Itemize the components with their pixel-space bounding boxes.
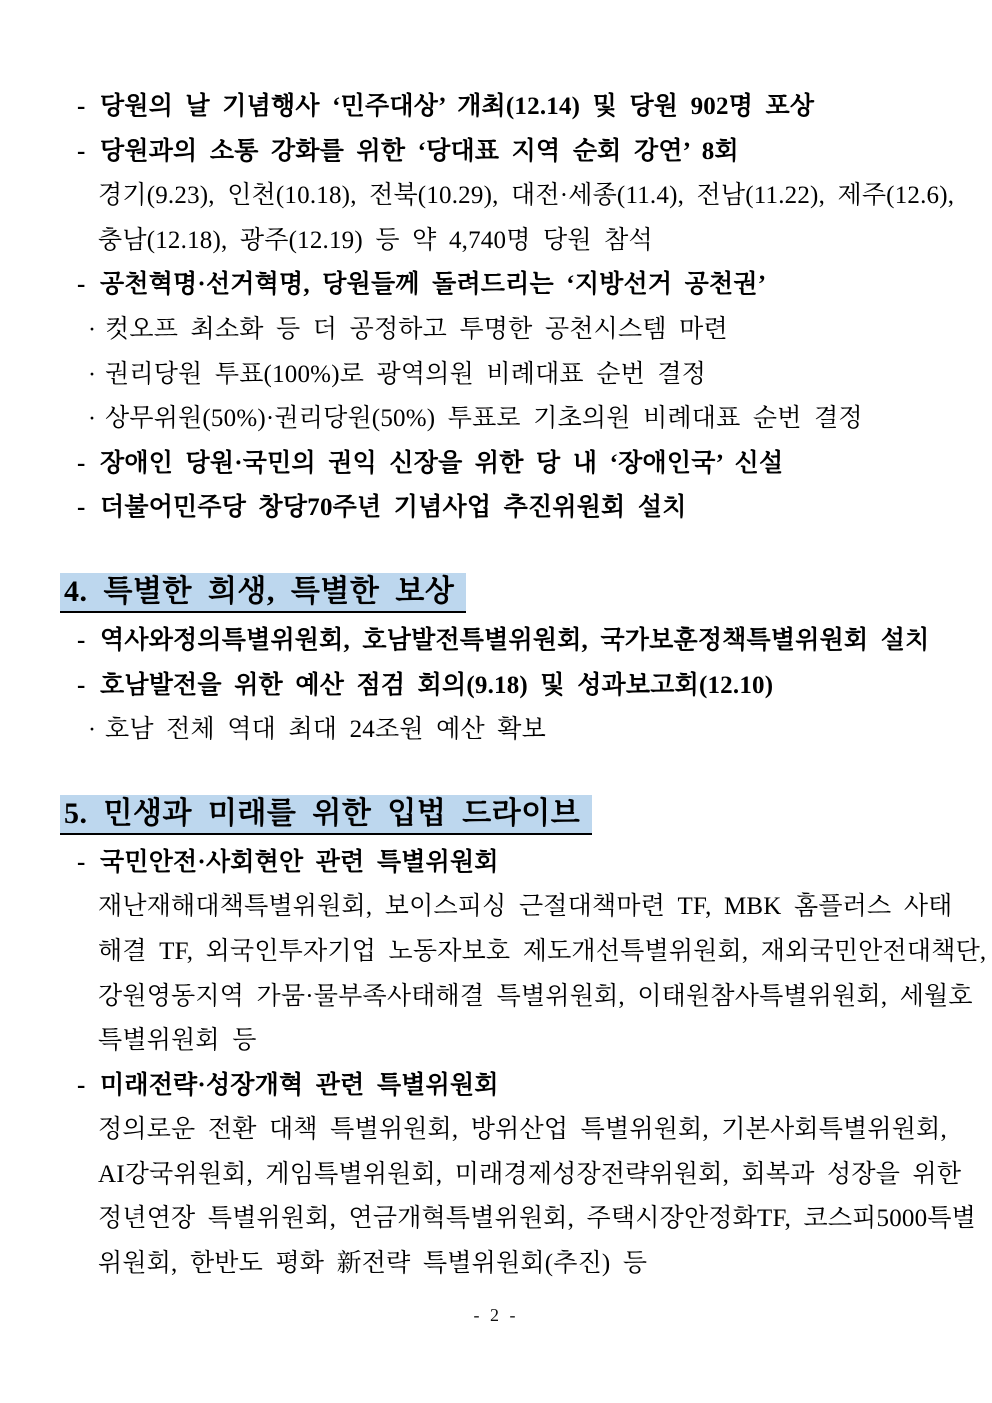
dash-bullet-icon: - — [77, 494, 86, 522]
dot-bullet-icon: · — [88, 316, 97, 343]
section-header-text: 5. 민생과 미래를 위한 입법 드라이브 — [60, 795, 592, 835]
dash-bullet-icon: - — [77, 271, 86, 299]
bullet-item — [75, 442, 930, 487]
line-text: 상무위원(50%)·권리당원(50%) 투표로 기초의원 비례대표 순번 결정 — [105, 405, 863, 433]
dash-bullet-icon: - — [77, 671, 86, 699]
line-text: 더불어민주당 창당70주년 기념사업 추진위원회 설치 — [100, 494, 687, 522]
sub-bullet-item — [75, 308, 930, 353]
continuation-line — [75, 219, 930, 264]
line-text: 위원회, 한반도 평화 新전략 특별위원회(추진) 등 — [98, 1250, 648, 1278]
line-text: 충남(12.18), 광주(12.19) 등 약 4,740명 당원 참석 — [98, 226, 653, 254]
line-text: 국민안전·사회현안 관련 특별위원회 — [100, 848, 499, 876]
continuation-line — [75, 885, 953, 930]
bullet-item — [75, 619, 930, 664]
dot-bullet-icon: · — [88, 361, 97, 388]
line-text: 경기(9.23), 인천(10.18), 전북(10.29), 대전·세종(11.4), 전남(11.22), 제주(12.6), — [98, 182, 955, 210]
line-text: 공천혁명·선거혁명, 당원들께 돌려드리는 ‘지방선거 공천권’ — [100, 271, 767, 299]
line-text: 정년연장 특별위원회, 연금개혁특별위원회, 주택시장안정화TF, 코스피5000특별 — [98, 1205, 977, 1233]
line-text: 당원과의 소통 강화를 위한 ‘당대표 지역 순회 강연’ 8회 — [100, 137, 739, 165]
line-text: 강원영동지역 가뭄·물부족사태해결 특별위원회, 이태원참사특별위원회, 세월호 — [98, 982, 973, 1010]
line-text: 역사와정의특별위원회, 호남발전특별위원회, 국가보훈정책특별위원회 설치 — [100, 626, 930, 654]
continuation-line — [75, 1153, 962, 1198]
continuation-line — [75, 1108, 947, 1153]
bullet-item — [75, 85, 930, 130]
continuation-line — [75, 1197, 977, 1242]
line-text: 재난재해대책특별위원회, 보이스피싱 근절대책마련 TF, MBK 홈플러스 사태 — [98, 893, 953, 921]
line-text: 해결 TF, 외국인투자기업 노동자보호 제도개선특별위원회, 재외국민안전대책단, — [98, 937, 987, 965]
page-number: - 2 - — [473, 1305, 519, 1325]
dash-bullet-icon: - — [77, 137, 86, 165]
bullet-item — [75, 664, 930, 709]
sub-bullet-item — [75, 397, 930, 442]
dot-bullet-icon: · — [88, 406, 97, 433]
dash-bullet-icon: - — [77, 626, 86, 654]
line-text: AI강국위원회, 게임특별위원회, 미래경제성장전략위원회, 회복과 성장을 위한 — [98, 1160, 962, 1188]
section-header-text: 4. 특별한 희생, 특별한 보상 — [60, 573, 466, 613]
section-header — [60, 795, 930, 835]
line-text: 권리당원 투표(100%)로 광역의원 비례대표 순번 결정 — [105, 360, 707, 388]
dash-bullet-icon: - — [77, 93, 86, 120]
continuation-line — [75, 1019, 930, 1064]
document-body — [64, 0, 987, 1287]
line-text: 호남 전체 역대 최대 24조원 예산 확보 — [105, 716, 547, 744]
line-text: 컷오프 최소화 등 더 공정하고 투명한 공천시스템 마련 — [105, 315, 728, 343]
bullet-item — [75, 841, 930, 886]
bullet-item — [75, 1064, 930, 1109]
dash-bullet-icon: - — [77, 1071, 86, 1099]
dot-bullet-icon: · — [88, 717, 97, 744]
line-text: 장애인 당원·국민의 권익 신장을 위한 당 내 ‘장애인국’ 신설 — [100, 449, 784, 477]
continuation-line — [75, 1242, 930, 1287]
line-text: 정의로운 전환 대책 특별위원회, 방위산업 특별위원회, 기본사회특별위원회, — [98, 1116, 947, 1144]
sub-bullet-item — [75, 708, 930, 753]
section-header — [60, 573, 930, 613]
bullet-item — [75, 263, 930, 308]
line-text: 호남발전을 위한 예산 점검 회의(9.18) 및 성과보고회(12.10) — [100, 671, 774, 699]
line-text: 특별위원회 등 — [98, 1027, 257, 1055]
bullet-item — [75, 486, 930, 531]
line-text: 당원의 날 기념행사 ‘민주대상’ 개최(12.14) 및 당원 902명 포상 — [100, 93, 815, 120]
dash-bullet-icon: - — [77, 449, 86, 477]
dash-bullet-icon: - — [77, 848, 86, 876]
bullet-item — [75, 130, 930, 175]
continuation-line — [75, 930, 987, 975]
sub-bullet-item — [75, 353, 930, 398]
line-text: 미래전략·성장개혁 관련 특별위원회 — [100, 1071, 499, 1099]
continuation-line — [75, 975, 973, 1020]
continuation-line — [75, 174, 955, 219]
